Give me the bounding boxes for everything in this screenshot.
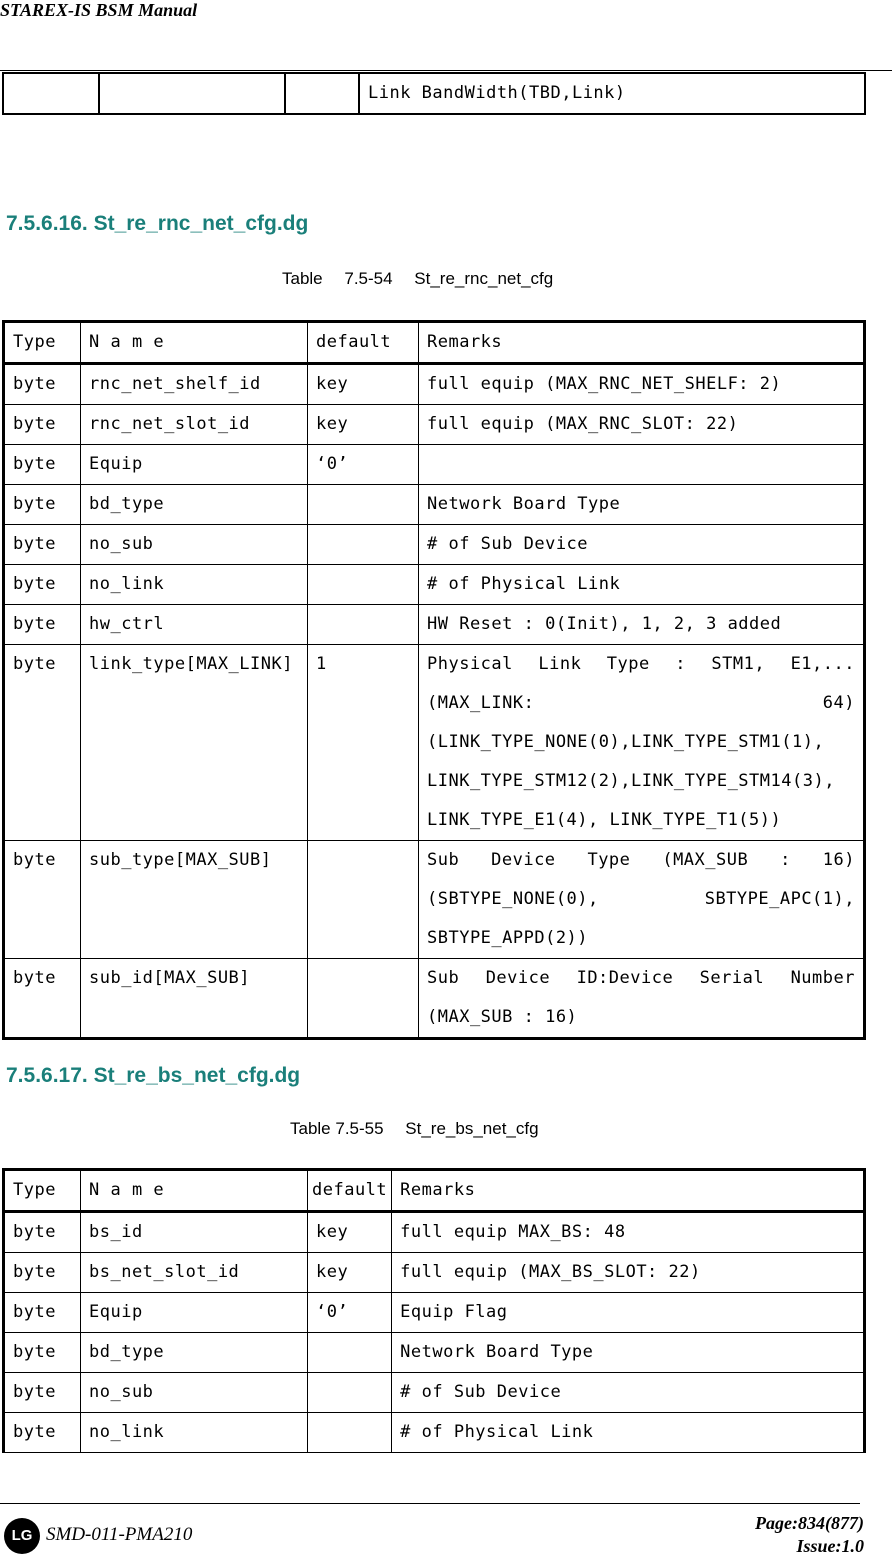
table-cell: Equip xyxy=(81,1293,308,1333)
table-cell: byte xyxy=(4,485,81,525)
table-cell: # of Physical Link xyxy=(419,565,865,605)
table-cell: HW Reset : 0(Init), 1, 2, 3 added xyxy=(419,605,865,645)
table-cell xyxy=(99,73,285,114)
table-cell: sub_type[MAX_SUB] xyxy=(81,841,308,959)
section-heading-bs-net-cfg: 7.5.6.17. St_re_bs_net_cfg.dg xyxy=(6,1064,301,1087)
table-cell xyxy=(308,485,419,525)
table-cell: ‘0’ xyxy=(308,1293,392,1333)
table-cell: Sub Device Type (MAX_SUB : 16) (SBTYPE_NONE(0), SBTYPE_APC(1), SBTYPE_APPD(2)) xyxy=(419,841,865,959)
table-row xyxy=(4,1212,865,1253)
table-cell xyxy=(308,841,419,959)
table-cell xyxy=(308,525,419,565)
table-cell: Equip Flag xyxy=(392,1293,865,1333)
table-cell: rnc_net_shelf_id xyxy=(81,364,308,405)
table-cell: full equip (MAX_RNC_NET_SHELF: 2) xyxy=(419,364,865,405)
table-row xyxy=(4,1293,865,1333)
footer-divider xyxy=(0,1503,860,1504)
table-header-row xyxy=(4,1170,865,1212)
table-cell: Sub Device ID:Device Serial Number (MAX_SUB : 16) xyxy=(419,959,865,1039)
column-header-name: N a m e xyxy=(81,322,308,364)
table-caption-7-5-55: Table 7.5-55 St_re_bs_net_cfg xyxy=(290,1119,539,1138)
table-cell: byte xyxy=(4,1333,81,1373)
table-cell: byte xyxy=(4,841,81,959)
table-cell xyxy=(308,1333,392,1373)
table-row xyxy=(4,959,865,1039)
table-cell: Network Board Type xyxy=(392,1333,865,1373)
table-cell xyxy=(308,1413,392,1453)
table-row xyxy=(4,565,865,605)
table-row xyxy=(4,525,865,565)
table-row xyxy=(3,73,865,114)
table-cell: byte xyxy=(4,525,81,565)
table-caption-7-5-54: Table 7.5-54 St_re_rnc_net_cfg xyxy=(282,269,554,288)
table-cell: byte xyxy=(4,645,81,841)
table-cell xyxy=(308,605,419,645)
footer-document-id: SMD-011-PMA210 xyxy=(46,1524,193,1545)
table-cell xyxy=(308,565,419,605)
table-cell: key xyxy=(308,405,419,445)
table-cell: Network Board Type xyxy=(419,485,865,525)
rnc-net-cfg-table xyxy=(2,320,866,1040)
table-cell: byte xyxy=(4,1253,81,1293)
table-cell: no_link xyxy=(81,1413,308,1453)
column-header-default: default xyxy=(308,1170,392,1212)
table-cell: no_sub xyxy=(81,1373,308,1413)
table-row xyxy=(4,605,865,645)
table-row xyxy=(4,1333,865,1373)
column-header-default: default xyxy=(308,322,419,364)
section-heading-rnc-net-cfg: 7.5.6.16. St_re_rnc_net_cfg.dg xyxy=(6,212,309,235)
table-cell: full equip (MAX_RNC_SLOT: 22) xyxy=(419,405,865,445)
table-row xyxy=(4,364,865,405)
table-cell: 1 xyxy=(308,645,419,841)
table-cell: byte xyxy=(4,959,81,1039)
column-header-remarks: Remarks xyxy=(392,1170,865,1212)
table-cell: no_sub xyxy=(81,525,308,565)
column-header-type: Type xyxy=(4,322,81,364)
table-cell: key xyxy=(308,1253,392,1293)
table-cell: # of Sub Device xyxy=(392,1373,865,1413)
column-header-name: N a m e xyxy=(81,1170,308,1212)
table-header-row xyxy=(4,322,865,364)
column-header-remarks: Remarks xyxy=(419,322,865,364)
table-cell: byte xyxy=(4,445,81,485)
bs-net-cfg-table xyxy=(2,1168,866,1453)
table-cell: link_type[MAX_LINK] xyxy=(81,645,308,841)
table-row xyxy=(4,1253,865,1293)
table-cell: rnc_net_slot_id xyxy=(81,405,308,445)
table-cell: byte xyxy=(4,1212,81,1253)
table-cell: no_link xyxy=(81,565,308,605)
table-cell xyxy=(308,959,419,1039)
table-row xyxy=(4,405,865,445)
table-cell: bs_net_slot_id xyxy=(81,1253,308,1293)
table-cell: bs_id xyxy=(81,1212,308,1253)
document-header-title: STAREX-IS BSM Manual xyxy=(0,0,198,20)
table-cell: byte xyxy=(4,1293,81,1333)
table-cell: byte xyxy=(4,405,81,445)
table-cell: byte xyxy=(4,565,81,605)
table-row xyxy=(4,485,865,525)
lg-logo-icon: LG xyxy=(4,1518,40,1554)
table-row xyxy=(4,1413,865,1453)
table-cell xyxy=(308,1373,392,1413)
table-cell: full equip MAX_BS: 48 xyxy=(392,1212,865,1253)
continuation-table xyxy=(2,72,866,115)
table-cell: Physical Link Type : STM1, E1,...(MAX_LINK: 64) (LINK_TYPE_NONE(0),LINK_TYPE_STM1(1), LINK_TYPE_STM12(2),LINK_TYPE_STM14(3), LINK_TYPE_E1(4), LINK_TYPE_T1(5)) xyxy=(419,645,865,841)
table-cell: byte xyxy=(4,1373,81,1413)
table-cell: sub_id[MAX_SUB] xyxy=(81,959,308,1039)
table-cell: # of Sub Device xyxy=(419,525,865,565)
header-divider xyxy=(0,70,892,71)
table-cell: bd_type xyxy=(81,1333,308,1373)
table-cell: bd_type xyxy=(81,485,308,525)
page-number: Page:834(877) xyxy=(755,1513,864,1533)
table-cell: ‘0’ xyxy=(308,445,419,485)
table-cell: byte xyxy=(4,605,81,645)
issue-number: Issue:1.0 xyxy=(796,1536,864,1556)
table-cell: Equip xyxy=(81,445,308,485)
table-cell: full equip (MAX_BS_SLOT: 22) xyxy=(392,1253,865,1293)
footer-page-info xyxy=(755,1512,864,1558)
table-cell: key xyxy=(308,1212,392,1253)
table-row xyxy=(4,445,865,485)
table-row xyxy=(4,1373,865,1413)
table-cell: hw_ctrl xyxy=(81,605,308,645)
table-cell: byte xyxy=(4,1413,81,1453)
table-row xyxy=(4,645,865,841)
column-header-type: Type xyxy=(4,1170,81,1212)
table-cell xyxy=(3,73,99,114)
table-cell xyxy=(419,445,865,485)
table-cell: byte xyxy=(4,364,81,405)
table-row xyxy=(4,841,865,959)
table-cell: # of Physical Link xyxy=(392,1413,865,1453)
table-cell: Link BandWidth(TBD,Link) xyxy=(359,73,865,114)
table-cell: key xyxy=(308,364,419,405)
table-cell xyxy=(285,73,359,114)
